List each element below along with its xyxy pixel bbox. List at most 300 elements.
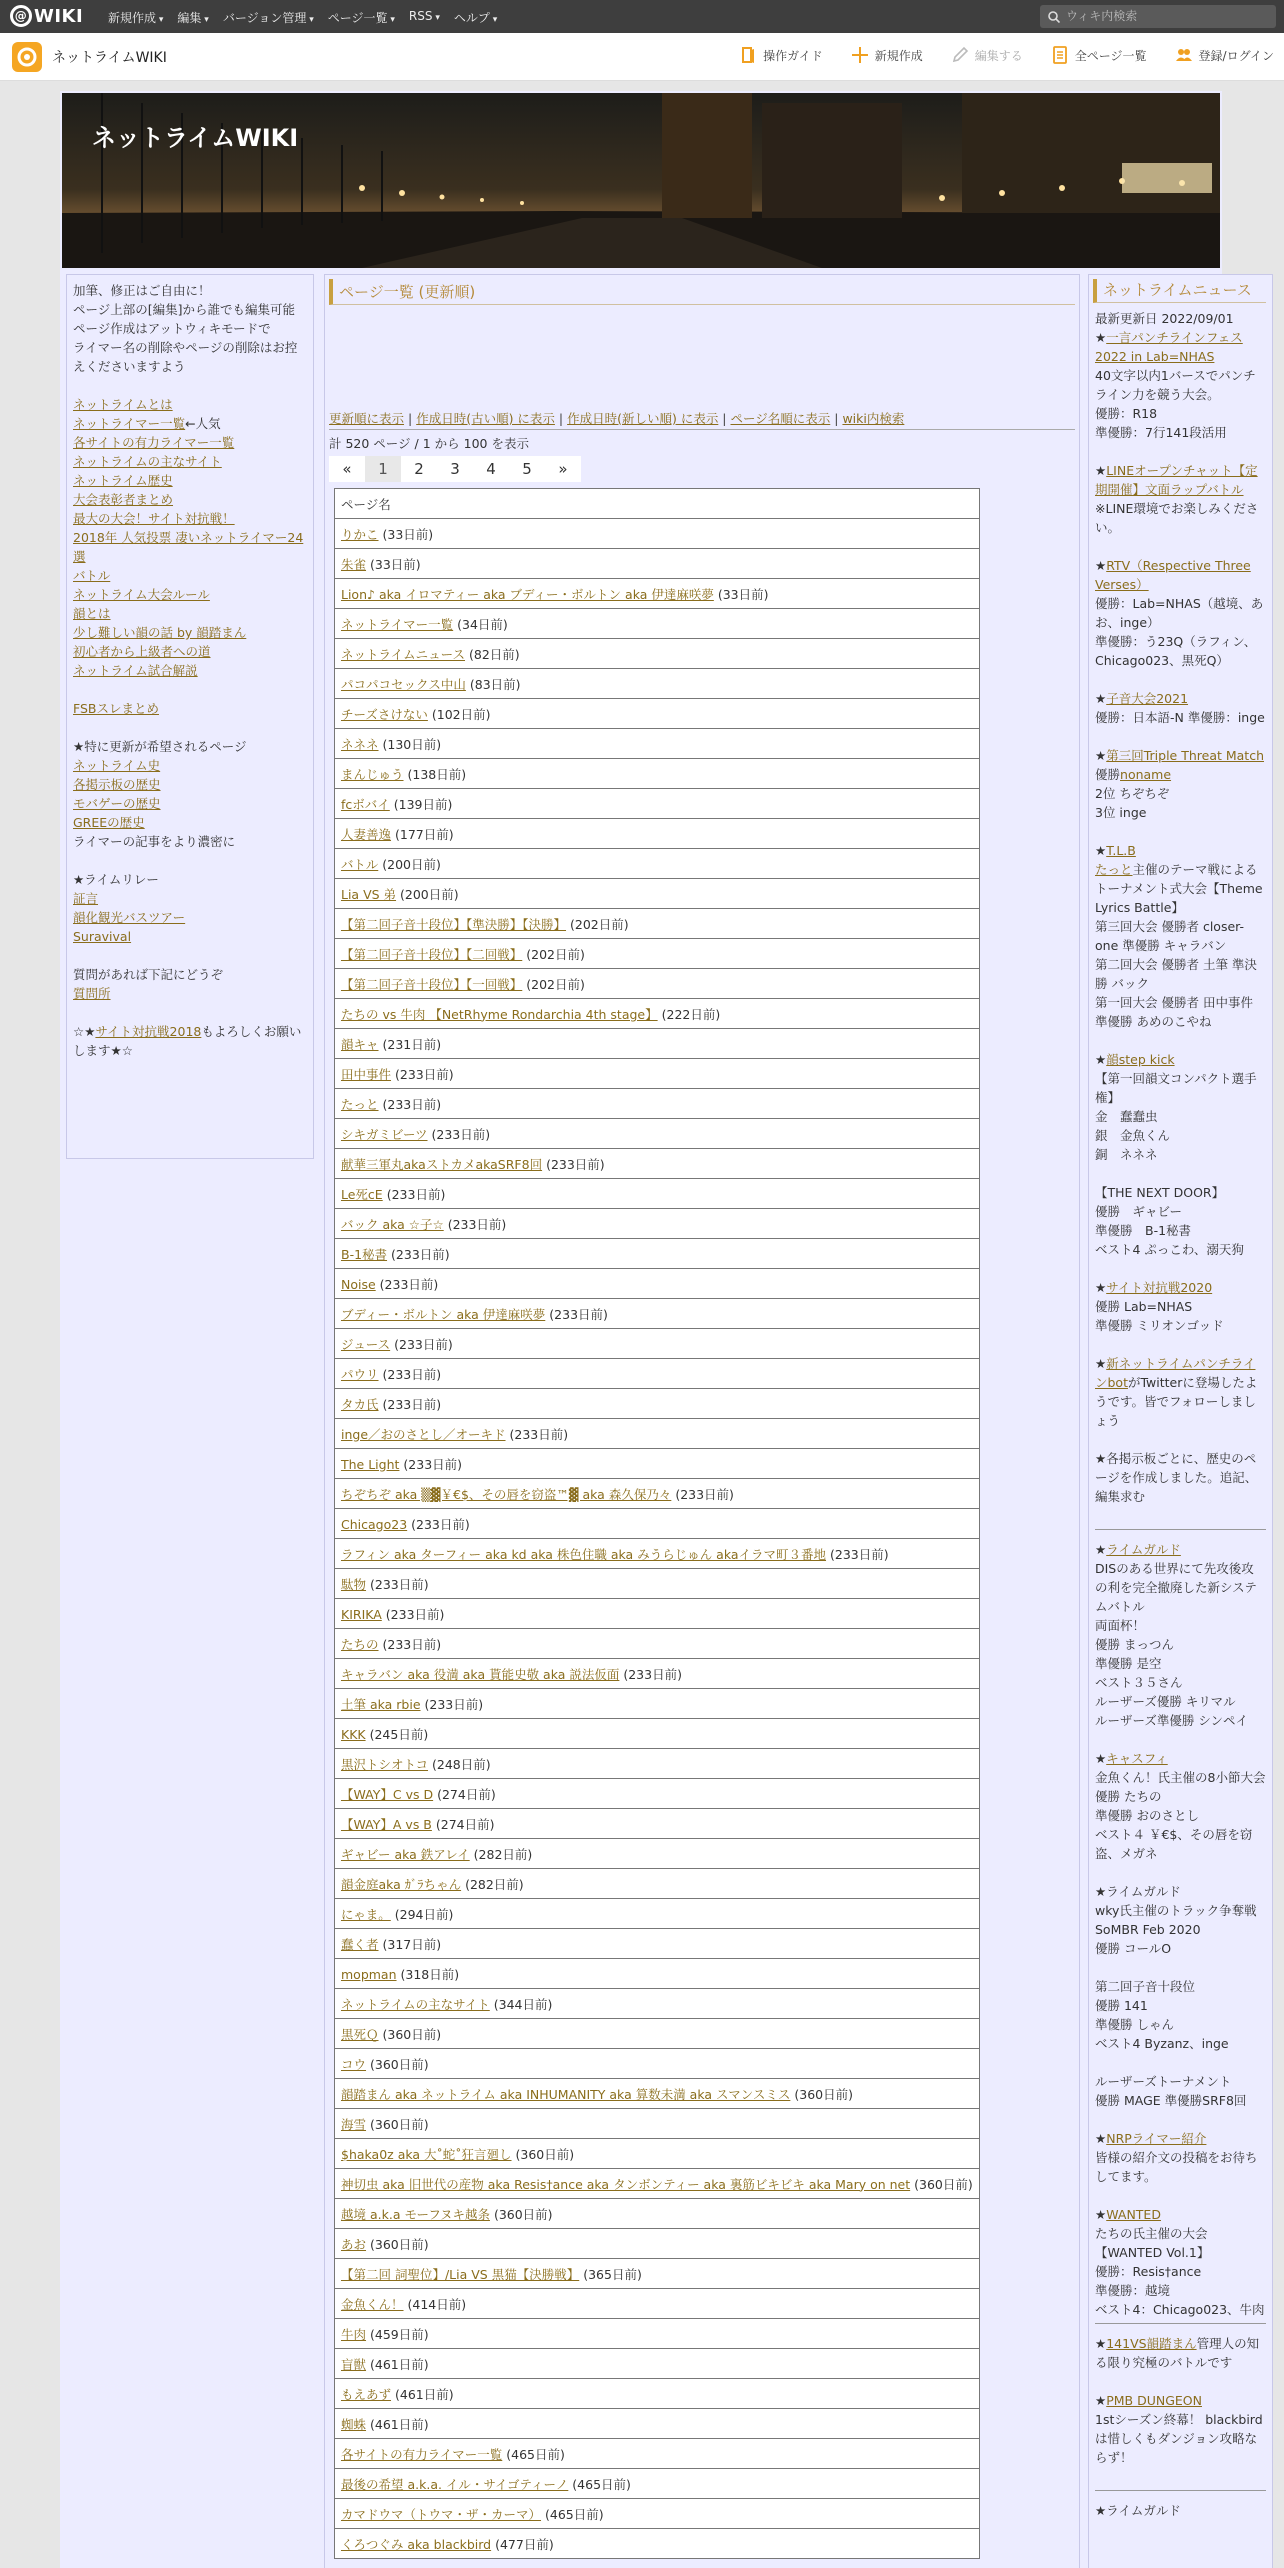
menu-line [73, 756, 307, 775]
spacer [73, 1003, 307, 1022]
menu-text: ★ライムリレー [73, 872, 159, 887]
menu-text: ベスト4 Byzanz、inge [1095, 2036, 1229, 2051]
main-content [324, 274, 1080, 2568]
page-link[interactable]: 3 [437, 456, 473, 482]
menu-line [1095, 1711, 1266, 1730]
page-link[interactable]: 1 [365, 456, 401, 482]
menu-text: ルーザーズ準優勝 シンペイ [1095, 1713, 1249, 1728]
table-row [335, 939, 980, 969]
page-link[interactable]: にゃま。 [341, 1906, 391, 1922]
menu-link[interactable]: バトル [73, 568, 111, 583]
page-link[interactable]: B-1秘書 [341, 1246, 388, 1262]
table-row [335, 2079, 980, 2109]
page-link[interactable]: 【第二回子音十段位】【二回戦】 [341, 946, 523, 962]
page-age: (233日前) [509, 1426, 569, 1442]
search-input[interactable]: ウィキ内検索 [1040, 5, 1276, 28]
menu-link[interactable]: 質問所 [73, 986, 111, 1001]
menu-line [1095, 1806, 1266, 1825]
table-row [335, 969, 980, 999]
menu-text: 優勝 たちの [1095, 1789, 1162, 1804]
sort-link[interactable]: 更新順に表示 [329, 411, 405, 426]
spacer [1095, 537, 1266, 556]
menu-line [73, 414, 307, 433]
menu-link[interactable]: ネットライム大会ルール [73, 587, 210, 602]
page-link[interactable]: 金魚くん！ [341, 2296, 404, 2312]
page-age: (33日前) [370, 556, 421, 572]
site-logo-icon[interactable] [12, 42, 42, 72]
page-link[interactable]: ネットライムニュース [341, 646, 466, 662]
menu-link[interactable]: 証言 [73, 891, 99, 906]
table-cell [335, 1269, 980, 1299]
page-link[interactable]: キャラバン aka 役満 aka 貰能史敬 aka 説法仮面 [341, 1666, 620, 1682]
page-link[interactable]: まんじゅう [341, 766, 404, 782]
table-cell [335, 2019, 980, 2049]
top-menu-item[interactable]: バージョン管理 ▾ [223, 9, 314, 26]
page-link[interactable]: ラフィン aka ターフィー aka kd aka 株色住職 aka みうらじゅん akaイラマ町３番地 [341, 1546, 827, 1562]
menu-link[interactable]: ライムガルド [1106, 1542, 1181, 1557]
page-age: (245日前) [369, 1726, 429, 1742]
table-row [335, 759, 980, 789]
page-age: (139日前) [393, 796, 453, 812]
menu-link[interactable]: サイト対抗戦2018 [95, 1024, 202, 1039]
menu-line [73, 300, 307, 319]
all-pages-button[interactable]: 全ページ一覧 [1051, 46, 1147, 64]
table-cell [335, 1299, 980, 1329]
page-link[interactable]: りかこ [341, 526, 379, 542]
menu-link[interactable]: noname [1120, 767, 1172, 782]
table-cell [335, 2079, 980, 2109]
table-cell [335, 1779, 980, 1809]
page-link[interactable]: ジュース [341, 1336, 391, 1352]
edit-button[interactable]: 編集する [951, 46, 1023, 64]
sort-link[interactable]: 作成日時(古い順) に表示 [416, 411, 555, 426]
page-link[interactable]: mopman [341, 1966, 397, 1982]
menu-text: ベスト4 ぷっこわ、溺天狗 [1095, 1242, 1244, 1257]
page-age: (318日前) [400, 1966, 460, 1982]
table-row [335, 1719, 980, 1749]
page-link[interactable]: KKK [341, 1726, 366, 1742]
top-menu [108, 9, 497, 26]
page-link[interactable]: 5 [509, 456, 545, 482]
menu-link[interactable]: 141VS韻踏まん [1106, 2336, 1197, 2351]
page-age: (461日前) [395, 2386, 454, 2402]
menu-line [73, 870, 307, 889]
menu-line [1095, 1202, 1266, 1221]
menu-link[interactable]: 韻とは [73, 606, 111, 621]
menu-link[interactable]: ネットライムとは [73, 397, 173, 412]
table-cell [335, 1359, 980, 1389]
table-cell [335, 909, 980, 939]
spacer [1095, 442, 1266, 461]
page-link[interactable]: 【第二回子音十段位】【準決勝】【決勝】 [341, 916, 567, 932]
menu-line [1095, 1939, 1266, 1958]
page-age: (294日前) [394, 1906, 454, 1922]
page-link[interactable]: 韻踏まん aka ネットライム aka INHUMANITY aka 算数未満 aka スマンスミス [341, 2086, 791, 2102]
table-row [335, 1329, 980, 1359]
atwiki-logo[interactable]: @ WIKI [10, 4, 83, 28]
menu-line [73, 395, 307, 414]
page-link[interactable]: 献華三軍丸akaストカメakaSRF8回 [341, 1156, 543, 1172]
table-cell [335, 1029, 980, 1059]
table-row [335, 1299, 980, 1329]
page-link[interactable]: $haka0z aka 大˚蛇˚狂言廻し [341, 2146, 512, 2162]
table-row [335, 1239, 980, 1269]
menu-link[interactable]: 第三回Triple Threat Match [1106, 748, 1264, 763]
menu-line [1095, 803, 1266, 822]
menu-text: 主催のテーマ戦によるトーナメント式大会【Theme Lyrics Battle】 [1095, 862, 1263, 915]
menu-line [1095, 784, 1266, 803]
menu-line [73, 433, 307, 452]
page-link[interactable]: チーズさけない [341, 706, 428, 722]
menu-line [1095, 556, 1266, 594]
page-link[interactable]: 韻金庭aka ｶﾞﾗちゃん [341, 1876, 462, 1892]
page-link[interactable]: Chicago23 [341, 1516, 408, 1532]
menu-text: ★ [1095, 558, 1107, 573]
menu-text: 優勝：R18 [1095, 406, 1158, 421]
page-link[interactable]: 最後の希望 a.k.a. イル・サイゴティーノ [341, 2476, 569, 2492]
page-link[interactable]: もえあず [341, 2386, 392, 2402]
login-button[interactable]: 登録/ログイン [1175, 46, 1274, 64]
page-age: (102日前) [431, 706, 491, 722]
menu-link[interactable]: NRPライマー紹介 [1106, 2131, 1207, 2146]
page-link[interactable]: ネットライマー一覧 [341, 616, 454, 632]
table-cell [335, 2289, 980, 2319]
page-link[interactable]: 海雪 [341, 2116, 367, 2132]
top-menu-item[interactable]: ヘルプ ▾ [454, 9, 497, 26]
menu-text: 優勝 コールO [1095, 1941, 1172, 1956]
menu-link[interactable]: 初心者から上級者への道 [73, 644, 211, 659]
page-link[interactable]: 蠢く者 [341, 1936, 379, 1952]
table-cell [335, 579, 980, 609]
menu-line [1095, 1825, 1266, 1863]
menu-line [73, 699, 307, 718]
menu-line [1095, 1221, 1266, 1240]
table-cell [335, 1209, 980, 1239]
menu-line [73, 1022, 307, 1060]
menu-link[interactable]: GREEの歴史 [73, 815, 145, 830]
menu-link[interactable]: Suravival [73, 929, 132, 944]
page-link[interactable]: 【WAY】C vs D [341, 1786, 434, 1802]
page-link[interactable]: Noise [341, 1276, 376, 1292]
table-cell [335, 729, 980, 759]
page-link[interactable]: タカ氏 [341, 1396, 379, 1412]
menu-text: 第二回子音十段位 [1095, 1979, 1196, 1994]
menu-link[interactable]: 韻化観光バスツアー [73, 910, 186, 925]
table-cell [335, 1419, 980, 1449]
menu-link[interactable]: 新ネットライムパンチラインbot [1095, 1356, 1256, 1390]
page-link[interactable]: バトル [341, 856, 379, 872]
top-menu-item[interactable]: 編集 ▾ [177, 9, 208, 26]
separator: | [830, 411, 843, 426]
menu-text: ★ライムガルド [1095, 2503, 1181, 2518]
menu-link[interactable]: PMB DUNGEON [1106, 2393, 1202, 2408]
menu-link[interactable]: サイト対抗戦2020 [1106, 1280, 1213, 1295]
menu-text: ベスト4：Chicago023、牛肉 [1095, 2302, 1265, 2317]
page-link[interactable]: 各サイトの有力ライマー一覧 [341, 2446, 503, 2462]
table-row [335, 2409, 980, 2439]
page-age: (233日前) [549, 1306, 608, 1322]
menu-link[interactable]: 最大の大会！サイト対抗戦！ [73, 511, 235, 526]
spacer [1095, 1335, 1266, 1354]
menu-link[interactable]: ネットライム史 [73, 758, 161, 773]
page-age: (233日前) [830, 1546, 889, 1562]
table-row [335, 1569, 980, 1599]
page-age: (459日前) [370, 2326, 429, 2342]
page-link[interactable]: The Light [341, 1456, 400, 1472]
page-link[interactable]: 朱雀 [341, 556, 367, 572]
table-row [335, 2109, 980, 2139]
page-age: (465日前) [545, 2506, 604, 2522]
menu-line [1095, 461, 1266, 499]
menu-line [73, 775, 307, 794]
menu-link[interactable]: キャスフィ [1106, 1751, 1168, 1766]
menu-link[interactable]: RTV（Respective Three Verses） [1095, 558, 1251, 592]
table-row [335, 2469, 980, 2499]
menu-text: 最新更新日 2022/09/01 [1095, 311, 1234, 326]
menu-line [73, 737, 307, 756]
menu-line [1095, 1540, 1266, 1559]
table-row [335, 729, 980, 759]
page-link[interactable]: 駄物 [341, 1576, 367, 1592]
spacer [73, 376, 307, 395]
menu-text: 銀 金魚くん [1095, 1128, 1171, 1143]
menu-link[interactable]: たっと [1095, 862, 1133, 877]
new-page-button[interactable]: 新規作成 [851, 46, 923, 64]
menu-line [1095, 404, 1266, 423]
menu-link[interactable]: 少し難しい韻の話 by 韻踏まん [73, 625, 247, 640]
top-menu-item[interactable]: ページ一覧 ▾ [328, 9, 395, 26]
page-link[interactable]: バック aka ☆子☆ [341, 1216, 444, 1232]
menu-text: ベスト３５さん [1095, 1675, 1183, 1690]
spacer [1095, 727, 1266, 746]
page-link[interactable]: Lion♪ aka イロマティー aka ブディー・ボルトン aka 伊達麻咲夢 [341, 586, 714, 602]
menu-link[interactable]: 2018年 人気投票 凄いネットライマー24選 [73, 530, 304, 564]
table-row [335, 1539, 980, 1569]
page-link[interactable]: 2 [401, 456, 437, 482]
page-age: (233日前) [379, 1276, 439, 1292]
table-cell [335, 759, 980, 789]
page-link[interactable]: ブディー・ボルトン aka 伊達麻咲夢 [341, 1306, 546, 1322]
page-link[interactable]: コウ [341, 2056, 367, 2072]
search-icon [1048, 11, 1060, 23]
menu-text: ←人気 [185, 416, 221, 431]
page-age: (202日前) [570, 916, 629, 932]
menu-line [1095, 2072, 1266, 2091]
table-cell [335, 789, 980, 819]
spacer [1095, 2186, 1266, 2205]
plus-icon [851, 46, 869, 64]
table-cell [335, 939, 980, 969]
site-name[interactable]: ネットライムWIKI [52, 50, 167, 66]
page-age: (202日前) [526, 976, 585, 992]
page-link[interactable]: 黒沢トシオトコ [341, 1756, 429, 1772]
page-link[interactable]: ネネネ [341, 736, 379, 752]
top-menu-item[interactable]: 新規作成 ▾ [108, 9, 163, 26]
spacer [1095, 1863, 1266, 1882]
menu-line [1095, 2262, 1266, 2281]
table-cell [335, 2379, 980, 2409]
page-link[interactable]: 【第二回 詞聖位】/Lia VS 黒猫【決勝戦】 [341, 2266, 580, 2282]
table-cell [335, 2529, 980, 2559]
menu-text: 40文字以内1バースでパンチライン力を競う大会。 [1095, 368, 1256, 402]
menu-link[interactable]: T.L.B [1106, 843, 1136, 858]
menu-link[interactable]: 子音大会2021 [1106, 691, 1189, 706]
menu-link[interactable]: ネットライム歴史 [73, 473, 173, 488]
guide-button[interactable]: 操作ガイド [739, 46, 823, 64]
menu-link[interactable]: 各掲示板の歴史 [73, 777, 161, 792]
table-row [335, 1959, 980, 1989]
page-link[interactable]: 【第二回子音十段位】【一回戦】 [341, 976, 523, 992]
page-link[interactable]: 神切虫 aka 旧世代の産物 aka Resis†ance aka タンボンティー aka 裏筋ビキビキ aka Mary on net [341, 2176, 911, 2192]
table-row [335, 1659, 980, 1689]
menu-link[interactable]: 各サイトの有力ライマー一覧 [73, 435, 235, 450]
menu-link[interactable]: 韻step kick [1106, 1052, 1175, 1067]
menu-line [73, 813, 307, 832]
spacer [73, 946, 307, 965]
page-age: (360日前) [493, 2206, 553, 2222]
menu-line [1095, 2300, 1266, 2319]
table-row [335, 2259, 980, 2289]
page-link[interactable]: たちの vs 牛肉 【NetRhyme Rondarchia 4th stage】 [341, 1006, 658, 1022]
table-row [335, 1419, 980, 1449]
menu-line [73, 604, 307, 623]
page-link[interactable]: パコパコセックス中山 [341, 676, 466, 692]
page-link[interactable]: » [545, 456, 581, 482]
menu-link[interactable]: WANTED [1106, 2207, 1161, 2222]
page-link[interactable]: 越境 a.k.a モーフヌキ越条 [341, 2206, 490, 2222]
spacer [1095, 1259, 1266, 1278]
page-link[interactable]: パウリ [341, 1366, 379, 1382]
page-age: (360日前) [370, 2236, 429, 2252]
table-cell [335, 2349, 980, 2379]
page-age: (360日前) [914, 2176, 973, 2192]
menu-text: 優勝 MAGE 準優勝SRF8回 [1095, 2093, 1247, 2108]
page-link[interactable]: Le死cE [341, 1186, 383, 1202]
table-row [335, 1689, 980, 1719]
page-link[interactable]: 韻キャ [341, 1036, 379, 1052]
page-link[interactable]: たっと [341, 1096, 379, 1112]
spacer [1095, 2372, 1266, 2391]
table-row [335, 1599, 980, 1629]
page-age: (360日前) [382, 2026, 442, 2042]
page-link[interactable]: ギャビー aka 鉄アレイ [341, 1846, 470, 1862]
menu-text: 優勝 ギャビー [1095, 1204, 1183, 1219]
spacer [1095, 1730, 1266, 1749]
menu-line [73, 585, 307, 604]
page-link[interactable]: 人妻善逸 [341, 826, 392, 842]
page-age: (461日前) [370, 2356, 429, 2372]
menu-link[interactable]: 一言パンチラインフェス2022 in Lab=NHAS [1095, 330, 1243, 364]
top-menu-item[interactable]: RSS ▾ [409, 9, 440, 26]
menu-line [1095, 309, 1266, 328]
page-link[interactable]: ネットライムの主なサイト [341, 1996, 490, 2012]
page-link[interactable]: Lia VS 弟 [341, 886, 397, 902]
page-link[interactable]: カマドウマ（トウマ・ザ・カーマ） [341, 2506, 542, 2522]
page-link[interactable]: 牛肉 [341, 2326, 367, 2342]
table-cell [335, 669, 980, 699]
menu-line [73, 509, 307, 528]
menu-line [1095, 917, 1266, 955]
table-row [335, 849, 980, 879]
page-link[interactable]: 黒死Ｑ [341, 2026, 379, 2042]
page-link[interactable]: 4 [473, 456, 509, 482]
menu-link[interactable]: ネットライム試合解説 [73, 663, 198, 678]
menu-link[interactable]: モバゲーの歴史 [73, 796, 161, 811]
menu-text: ★ [1095, 691, 1107, 706]
table-row [335, 1839, 980, 1869]
page-age: (282日前) [465, 1876, 524, 1892]
divider [1095, 1529, 1266, 1530]
menu-text: ページ作成はアットウィキモードで [73, 321, 271, 336]
page-link[interactable]: 田中事件 [341, 1066, 392, 1082]
menu-text: 準優勝：う23Q（ラフィン、Chicago023、黒死Q） [1095, 634, 1257, 668]
page-link[interactable]: 蜘蛛 [341, 2416, 367, 2432]
separator: | [718, 411, 731, 426]
table-cell [335, 2469, 980, 2499]
sort-link[interactable]: 作成日時(新しい順) に表示 [567, 411, 719, 426]
page-link[interactable]: 【WAY】A vs B [341, 1816, 432, 1832]
table-row [335, 579, 980, 609]
table-cell [335, 1989, 980, 2019]
page-link[interactable]: « [329, 456, 365, 482]
menu-link[interactable]: 大会表彰者まとめ [73, 492, 174, 507]
menu-line [1095, 1692, 1266, 1711]
menu-text: ベスト４ ￥€$、その唇を窃盗、メガネ [1095, 1827, 1253, 1861]
menu-line [1095, 328, 1266, 366]
page-link[interactable]: たちの [341, 1636, 379, 1652]
table-row [335, 1449, 980, 1479]
menu-link[interactable]: FSBスレまとめ [73, 701, 159, 716]
table-cell [335, 1719, 980, 1749]
page-link[interactable]: くろつぐみ aka blackbird [341, 2536, 492, 2552]
table-cell [335, 1449, 980, 1479]
table-row [335, 2049, 980, 2079]
table-cell [335, 1599, 980, 1629]
menu-link[interactable]: ネットライマー一覧 [73, 416, 186, 431]
menu-text: 質問があれば下記にどうぞ [73, 967, 224, 982]
menu-line [1095, 2091, 1266, 2110]
column-header: ページ名 [335, 489, 980, 519]
menu-link[interactable]: ネットライムの主なサイト [73, 454, 222, 469]
table-row [335, 819, 980, 849]
page-age: (274日前) [435, 1816, 495, 1832]
sort-link[interactable]: ページ名順に表示 [730, 411, 831, 426]
table-row [335, 2529, 980, 2559]
page-link[interactable]: fcボバイ [341, 796, 390, 812]
menu-line [1095, 1635, 1266, 1654]
page-age: (461日前) [370, 2416, 429, 2432]
table-row [335, 639, 980, 669]
table-cell [335, 1059, 980, 1089]
table-cell [335, 1629, 980, 1659]
sort-link[interactable]: wiki内検索 [842, 411, 905, 426]
page-link[interactable]: inge／おのさとし／オーキド [341, 1426, 506, 1442]
page-link[interactable]: あお [341, 2236, 367, 2252]
menu-link[interactable]: LINEオープンチャット【定期開催】文面ラップバトル [1095, 463, 1258, 497]
menu-text: がTwitterに登場したようです。皆でフォローしましょう [1095, 1375, 1258, 1428]
menu-line [1095, 708, 1266, 727]
page-age: (233日前) [382, 1366, 442, 1382]
menu-line [1095, 2334, 1266, 2372]
page-link[interactable]: ちぞちぞ aka ▒▓￥€$、その唇を窃盗™▓ aka 森久保乃々 [341, 1486, 672, 1502]
menu-text: ★ [1095, 1356, 1107, 1371]
page-link[interactable]: 土筆 aka rbie [341, 1696, 421, 1712]
table-row [335, 2289, 980, 2319]
page-link[interactable]: KIRIKA [341, 1606, 382, 1622]
page-link[interactable]: シキガミビーツ [341, 1126, 428, 1142]
page-link[interactable]: 盲獣 [341, 2356, 367, 2372]
menu-text: ★ [1095, 843, 1107, 858]
